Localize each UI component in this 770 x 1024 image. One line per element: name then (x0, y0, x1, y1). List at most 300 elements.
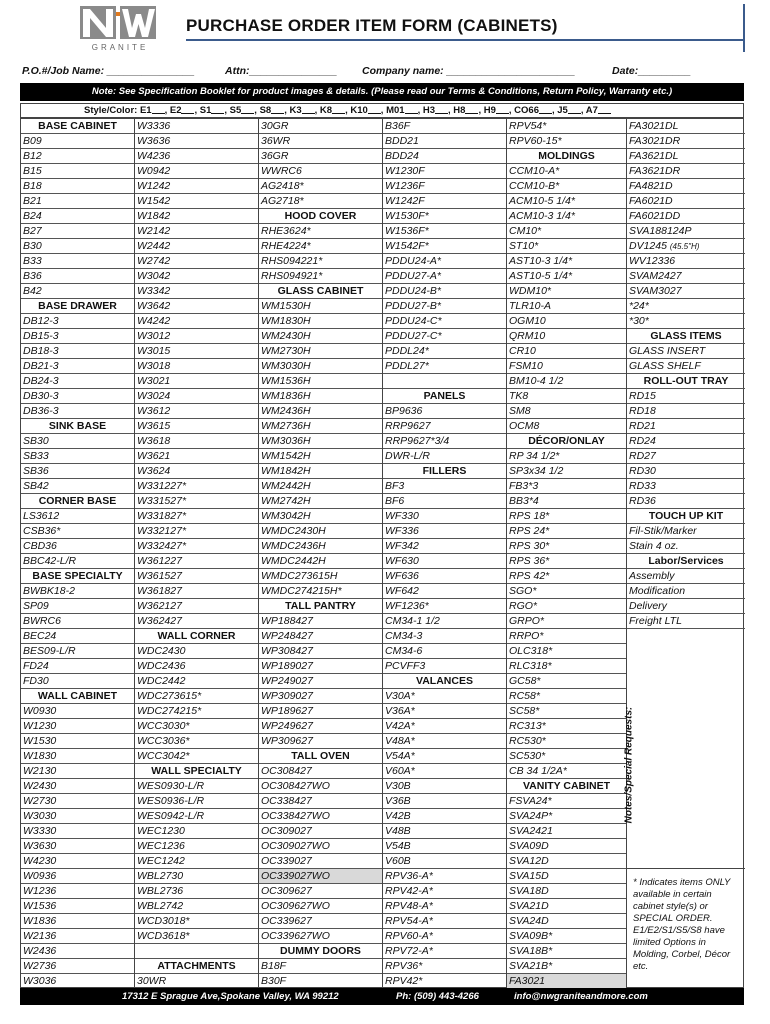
item-cell[interactable]: SVA188124P (627, 224, 745, 239)
item-cell[interactable]: WMDC2436H (259, 539, 382, 554)
item-cell[interactable]: RPV42* (383, 974, 506, 989)
item-cell[interactable]: RPS 18* (507, 509, 626, 524)
item-cell[interactable]: OC338427 (259, 794, 382, 809)
item-cell[interactable]: ST10* (507, 239, 626, 254)
item-cell[interactable]: B42 (21, 284, 134, 299)
item-cell[interactable]: WDC2436 (135, 659, 258, 674)
item-cell[interactable]: SVA24D (507, 914, 626, 929)
item-cell[interactable]: BM10-4 1/2 (507, 374, 626, 389)
item-cell[interactable]: CM34-3 (383, 629, 506, 644)
item-cell[interactable]: SVA21B* (507, 959, 626, 974)
notes-area[interactable] (627, 629, 745, 869)
style-option-e1[interactable] (140, 105, 165, 116)
style-checkbox[interactable] (496, 105, 509, 114)
item-cell[interactable]: W1230 (21, 719, 134, 734)
item-cell[interactable]: RRP9627 (383, 419, 506, 434)
item-cell[interactable]: WM1842H (259, 464, 382, 479)
item-cell[interactable]: WMDC273615H (259, 569, 382, 584)
item-cell[interactable]: GLASS INSERT (627, 344, 745, 359)
item-cell[interactable]: W3342 (135, 284, 258, 299)
item-cell[interactable]: W4242 (135, 314, 258, 329)
item-cell[interactable]: W2442 (135, 239, 258, 254)
style-option-s8[interactable] (260, 105, 285, 116)
item-cell[interactable]: W1242 (135, 179, 258, 194)
item-cell[interactable]: WP189027 (259, 659, 382, 674)
style-checkbox[interactable] (368, 105, 381, 114)
item-cell[interactable]: W3618 (135, 434, 258, 449)
item-cell[interactable]: FD30 (21, 674, 134, 689)
style-checkbox[interactable] (465, 105, 478, 114)
item-cell[interactable]: DB15-3 (21, 329, 134, 344)
item-cell[interactable]: SP3x34 1/2 (507, 464, 626, 479)
item-cell[interactable]: PDDU27-B* (383, 299, 506, 314)
item-cell[interactable]: B36 (21, 269, 134, 284)
item-cell[interactable]: W2130 (21, 764, 134, 779)
item-cell[interactable]: WF630 (383, 554, 506, 569)
item-cell[interactable]: W361827 (135, 584, 258, 599)
item-cell[interactable]: WCC3042* (135, 749, 258, 764)
item-cell[interactable]: W3012 (135, 329, 258, 344)
item-cell[interactable]: SB42 (21, 479, 134, 494)
item-cell[interactable]: V54B (383, 839, 506, 854)
item-cell[interactable]: RHE3624* (259, 224, 382, 239)
item-cell[interactable]: W3636 (135, 134, 258, 149)
item-cell[interactable]: W4230 (21, 854, 134, 869)
item-cell[interactable]: B15 (21, 164, 134, 179)
item-cell[interactable]: BF3 (383, 479, 506, 494)
item-cell[interactable]: W2742 (135, 254, 258, 269)
item-cell[interactable]: RHS094221* (259, 254, 382, 269)
item-cell[interactable]: 36WR (259, 134, 382, 149)
item-cell[interactable]: DB36-3 (21, 404, 134, 419)
item-cell[interactable]: BF6 (383, 494, 506, 509)
item-cell[interactable]: WWRC6 (259, 164, 382, 179)
item-cell[interactable]: OCM8 (507, 419, 626, 434)
item-cell[interactable]: WM2742H (259, 494, 382, 509)
item-cell[interactable]: W1536F* (383, 224, 506, 239)
style-option-m01[interactable] (386, 105, 417, 116)
item-cell[interactable]: WP188427 (259, 614, 382, 629)
style-option-h3[interactable] (423, 105, 448, 116)
item-cell[interactable]: WP189627 (259, 704, 382, 719)
item-cell[interactable]: RPV54-A* (383, 914, 506, 929)
item-cell[interactable]: DB18-3 (21, 344, 134, 359)
item-cell[interactable]: *30* (627, 314, 745, 329)
item-cell[interactable]: B18F (259, 959, 382, 974)
item-cell[interactable]: SP09 (21, 599, 134, 614)
item-cell[interactable]: W0942 (135, 164, 258, 179)
item-cell[interactable]: PDDU27-A* (383, 269, 506, 284)
item-cell[interactable]: ACM10-3 1/4* (507, 209, 626, 224)
item-cell[interactable]: PDDU27-C* (383, 329, 506, 344)
item-cell[interactable]: BBC42-L/R (21, 554, 134, 569)
item-cell[interactable]: FSVA24* (507, 794, 626, 809)
item-cell[interactable]: WF330 (383, 509, 506, 524)
item-cell[interactable]: SB33 (21, 449, 134, 464)
item-cell[interactable]: CM10* (507, 224, 626, 239)
item-cell[interactable]: BEC24 (21, 629, 134, 644)
item-cell[interactable]: V48B (383, 824, 506, 839)
po-job-field[interactable]: P.O.#/Job Name: _______________ (22, 65, 195, 77)
style-checkbox[interactable] (598, 105, 611, 114)
style-option-j5[interactable] (557, 105, 581, 116)
item-cell[interactable]: W0936 (21, 869, 134, 884)
item-cell[interactable]: W1242F (383, 194, 506, 209)
item-cell[interactable]: W3336 (135, 119, 258, 134)
item-cell[interactable]: FA3621DR (627, 164, 745, 179)
item-cell[interactable]: SVA24P* (507, 809, 626, 824)
item-cell[interactable]: OLC318* (507, 644, 626, 659)
style-checkbox[interactable] (181, 105, 194, 114)
item-cell[interactable]: CR10 (507, 344, 626, 359)
item-cell[interactable]: ACM10-5 1/4* (507, 194, 626, 209)
item-cell[interactable]: RRP9627*3/4 (383, 434, 506, 449)
item-cell[interactable]: AST10-3 1/4* (507, 254, 626, 269)
item-cell[interactable]: SC530* (507, 749, 626, 764)
item-cell[interactable]: WBL2742 (135, 899, 258, 914)
item-cell[interactable]: CBD36 (21, 539, 134, 554)
item-cell[interactable]: W1836 (21, 914, 134, 929)
item-cell[interactable]: WCC3036* (135, 734, 258, 749)
item-cell[interactable]: PCVFF3 (383, 659, 506, 674)
item-cell[interactable]: FA6021DD (627, 209, 745, 224)
item-cell[interactable]: WP248427 (259, 629, 382, 644)
item-cell[interactable]: BES09-L/R (21, 644, 134, 659)
item-cell[interactable]: BP9636 (383, 404, 506, 419)
item-cell[interactable]: GC58* (507, 674, 626, 689)
item-cell[interactable]: QRM10 (507, 329, 626, 344)
item-cell[interactable]: WES0930-L/R (135, 779, 258, 794)
item-cell[interactable]: RLC318* (507, 659, 626, 674)
item-cell[interactable]: WF336 (383, 524, 506, 539)
item-cell[interactable]: DB21-3 (21, 359, 134, 374)
item-cell[interactable]: BDD24 (383, 149, 506, 164)
attn-field[interactable]: Attn:_______________ (225, 65, 338, 77)
item-cell[interactable]: SVA09B* (507, 929, 626, 944)
item-cell[interactable]: W361227 (135, 554, 258, 569)
item-cell[interactable]: W1842 (135, 209, 258, 224)
item-cell[interactable]: RD18 (627, 404, 745, 419)
item-cell[interactable]: BDD21 (383, 134, 506, 149)
item-cell[interactable]: Stain 4 oz. (627, 539, 745, 554)
style-checkbox[interactable] (211, 105, 224, 114)
style-option-k8[interactable] (320, 105, 345, 116)
item-cell[interactable]: W331827* (135, 509, 258, 524)
style-checkbox[interactable] (405, 105, 418, 114)
item-cell[interactable]: OC339627WO (259, 929, 382, 944)
style-checkbox[interactable] (271, 105, 284, 114)
style-checkbox[interactable] (302, 105, 315, 114)
item-cell[interactable]: Delivery (627, 599, 745, 614)
item-cell[interactable]: WMDC2430H (259, 524, 382, 539)
item-cell[interactable]: OC339027 (259, 854, 382, 869)
item-cell[interactable]: FB3*3 (507, 479, 626, 494)
item-cell[interactable]: W1530 (21, 734, 134, 749)
item-cell[interactable]: WM1542H (259, 449, 382, 464)
item-cell[interactable]: V30B (383, 779, 506, 794)
item-cell[interactable]: DB12-3 (21, 314, 134, 329)
item-cell[interactable]: W3330 (21, 824, 134, 839)
item-cell[interactable]: B30 (21, 239, 134, 254)
item-cell[interactable]: WEC1242 (135, 854, 258, 869)
item-cell[interactable]: RD15 (627, 389, 745, 404)
item-cell[interactable]: W0930 (21, 704, 134, 719)
item-cell[interactable]: WP308427 (259, 644, 382, 659)
style-option-co66[interactable] (514, 105, 552, 116)
item-cell[interactable]: W2142 (135, 224, 258, 239)
style-checkbox[interactable] (539, 105, 552, 114)
item-cell[interactable]: RC58* (507, 689, 626, 704)
style-option-a7[interactable] (586, 105, 611, 116)
item-cell[interactable]: W2736 (21, 959, 134, 974)
item-cell[interactable]: DB30-3 (21, 389, 134, 404)
item-cell[interactable]: WMDC274215H* (259, 584, 382, 599)
item-cell[interactable]: W3612 (135, 404, 258, 419)
item-cell[interactable]: 30WR (135, 974, 258, 989)
item-cell[interactable]: WM1536H (259, 374, 382, 389)
item-cell[interactable]: CCM10-B* (507, 179, 626, 194)
item-cell[interactable]: W3642 (135, 299, 258, 314)
item-cell[interactable]: W361527 (135, 569, 258, 584)
item-cell[interactable]: Freight LTL (627, 614, 745, 629)
item-cell[interactable]: B12 (21, 149, 134, 164)
item-cell[interactable]: GRPO* (507, 614, 626, 629)
item-cell[interactable]: W3015 (135, 344, 258, 359)
item-cell[interactable]: DWR-L/R (383, 449, 506, 464)
item-cell[interactable]: WV12336 (627, 254, 745, 269)
item-cell[interactable]: OC308427 (259, 764, 382, 779)
style-option-s1[interactable] (200, 105, 225, 116)
item-cell[interactable]: W332427* (135, 539, 258, 554)
item-cell[interactable]: WEC1230 (135, 824, 258, 839)
item-cell[interactable]: PDDU24-A* (383, 254, 506, 269)
item-cell[interactable]: RPV72-A* (383, 944, 506, 959)
date-field[interactable]: Date:_________ (612, 65, 691, 77)
item-cell[interactable]: PDDL27* (383, 359, 506, 374)
item-cell[interactable]: SVA18B* (507, 944, 626, 959)
item-cell[interactable]: RD21 (627, 419, 745, 434)
item-cell[interactable]: SVAM2427 (627, 269, 745, 284)
item-cell[interactable]: PDDU24-B* (383, 284, 506, 299)
style-checkbox[interactable] (435, 105, 448, 114)
item-cell[interactable]: OC309627 (259, 884, 382, 899)
item-cell[interactable]: V48A* (383, 734, 506, 749)
item-cell[interactable]: V60A* (383, 764, 506, 779)
item-cell[interactable]: WDC274215* (135, 704, 258, 719)
item-cell[interactable]: WDC2430 (135, 644, 258, 659)
item-cell[interactable]: V42A* (383, 719, 506, 734)
item-cell[interactable]: WM2730H (259, 344, 382, 359)
item-cell[interactable]: RPS 42* (507, 569, 626, 584)
item-cell[interactable]: RC530* (507, 734, 626, 749)
item-cell[interactable]: WM3030H (259, 359, 382, 374)
item-cell[interactable]: AST10-5 1/4* (507, 269, 626, 284)
item-cell[interactable]: TLR10-A (507, 299, 626, 314)
item-cell[interactable]: W331527* (135, 494, 258, 509)
style-option-e2[interactable] (170, 105, 195, 116)
style-option-s5[interactable] (230, 105, 255, 116)
item-cell[interactable]: RD30 (627, 464, 745, 479)
item-cell[interactable]: B18 (21, 179, 134, 194)
item-cell[interactable]: RPV54* (507, 119, 626, 134)
style-option-k10[interactable] (350, 105, 380, 116)
item-cell[interactable]: W1542 (135, 194, 258, 209)
item-cell[interactable]: WM2436H (259, 404, 382, 419)
item-cell[interactable]: B36F (383, 119, 506, 134)
item-cell[interactable]: WES0942-L/R (135, 809, 258, 824)
item-cell[interactable]: FD24 (21, 659, 134, 674)
footer-email[interactable]: info@nwgraniteandmore.com (514, 991, 648, 1002)
item-cell[interactable]: RD33 (627, 479, 745, 494)
item-cell[interactable]: W3624 (135, 464, 258, 479)
item-cell[interactable]: RD36 (627, 494, 745, 509)
item-cell[interactable]: LS3612 (21, 509, 134, 524)
item-cell[interactable]: B30F (259, 974, 382, 989)
item-cell[interactable]: WMDC2442H (259, 554, 382, 569)
item-cell[interactable]: W332127* (135, 524, 258, 539)
item-cell[interactable]: W3042 (135, 269, 258, 284)
item-cell[interactable]: PDDL24* (383, 344, 506, 359)
item-cell[interactable]: CM34-1 1/2 (383, 614, 506, 629)
item-cell[interactable]: BWBK18-2 (21, 584, 134, 599)
item-cell[interactable]: OC339627 (259, 914, 382, 929)
item-cell[interactable]: WCC3030* (135, 719, 258, 734)
item-cell[interactable]: OC308427WO (259, 779, 382, 794)
item-cell[interactable]: WP249627 (259, 719, 382, 734)
item-cell[interactable]: V42B (383, 809, 506, 824)
item-cell[interactable]: W3018 (135, 359, 258, 374)
item-cell[interactable]: WM2430H (259, 329, 382, 344)
item-cell[interactable] (383, 374, 506, 389)
item-cell[interactable]: W3030 (21, 809, 134, 824)
item-cell[interactable]: WP309627 (259, 734, 382, 749)
item-cell[interactable]: BB3*4 (507, 494, 626, 509)
item-cell[interactable]: FA6021D (627, 194, 745, 209)
item-cell[interactable]: OC338427WO (259, 809, 382, 824)
item-cell[interactable] (135, 944, 258, 959)
item-cell[interactable]: CSB36* (21, 524, 134, 539)
item-cell[interactable]: BWRC6 (21, 614, 134, 629)
item-cell[interactable]: RP 34 1/2* (507, 449, 626, 464)
item-cell[interactable]: W3024 (135, 389, 258, 404)
item-cell[interactable]: V54A* (383, 749, 506, 764)
item-cell[interactable]: OGM10 (507, 314, 626, 329)
item-cell[interactable]: RPV42-A* (383, 884, 506, 899)
item-cell[interactable]: WDC273615* (135, 689, 258, 704)
item-cell[interactable]: WM1530H (259, 299, 382, 314)
item-cell[interactable]: WM3036H (259, 434, 382, 449)
item-cell[interactable]: RPV36-A* (383, 869, 506, 884)
item-cell[interactable]: W1230F (383, 164, 506, 179)
item-cell[interactable]: W362427 (135, 614, 258, 629)
item-cell[interactable]: W1530F* (383, 209, 506, 224)
item-cell[interactable]: FA3021 (507, 974, 626, 989)
item-cell[interactable]: WP249027 (259, 674, 382, 689)
item-cell[interactable]: SVA21D (507, 899, 626, 914)
item-cell[interactable]: W3630 (21, 839, 134, 854)
item-cell[interactable]: RD24 (627, 434, 745, 449)
item-cell[interactable]: WF1236* (383, 599, 506, 614)
item-cell[interactable]: W2436 (21, 944, 134, 959)
item-cell[interactable]: W4236 (135, 149, 258, 164)
item-cell[interactable]: V36B (383, 794, 506, 809)
style-option-k3[interactable] (289, 105, 314, 116)
item-cell[interactable]: V60B (383, 854, 506, 869)
style-checkbox[interactable] (568, 105, 581, 114)
item-cell[interactable]: AG2418* (259, 179, 382, 194)
item-cell[interactable]: W1542F* (383, 239, 506, 254)
style-checkbox[interactable] (241, 105, 254, 114)
item-cell[interactable]: FA3021DR (627, 134, 745, 149)
item-cell[interactable]: SC58* (507, 704, 626, 719)
item-cell[interactable]: W2136 (21, 929, 134, 944)
item-cell[interactable]: WF342 (383, 539, 506, 554)
item-cell[interactable]: FA4821D (627, 179, 745, 194)
item-cell[interactable]: WCD3618* (135, 929, 258, 944)
item-cell[interactable]: WES0936-L/R (135, 794, 258, 809)
item-cell[interactable]: B09 (21, 134, 134, 149)
item-cell[interactable]: W331227* (135, 479, 258, 494)
item-cell[interactable]: WM2736H (259, 419, 382, 434)
item-cell[interactable]: RPV36* (383, 959, 506, 974)
item-cell[interactable]: WDM10* (507, 284, 626, 299)
item-cell[interactable]: RC313* (507, 719, 626, 734)
item-cell[interactable]: W3021 (135, 374, 258, 389)
item-cell[interactable]: *24* (627, 299, 745, 314)
item-cell[interactable]: OC339027WO (259, 869, 382, 884)
item-cell[interactable]: WF636 (383, 569, 506, 584)
item-cell[interactable]: 30GR (259, 119, 382, 134)
item-cell[interactable]: CM34-6 (383, 644, 506, 659)
item-cell[interactable]: 36GR (259, 149, 382, 164)
item-cell[interactable]: Fil-Stik/Marker (627, 524, 745, 539)
item-cell[interactable]: W1236F (383, 179, 506, 194)
item-cell[interactable]: RHS094921* (259, 269, 382, 284)
style-option-h8[interactable] (453, 105, 478, 116)
item-cell[interactable]: SVAM3027 (627, 284, 745, 299)
item-cell[interactable]: SB30 (21, 434, 134, 449)
item-cell[interactable]: WBL2730 (135, 869, 258, 884)
item-cell[interactable]: SVA2421 (507, 824, 626, 839)
item-cell[interactable]: W1536 (21, 899, 134, 914)
style-checkbox[interactable] (332, 105, 345, 114)
item-cell[interactable]: OC309027 (259, 824, 382, 839)
item-cell[interactable]: FA3021DL (627, 119, 745, 134)
item-cell[interactable]: W362127 (135, 599, 258, 614)
item-cell[interactable]: WP309027 (259, 689, 382, 704)
item-cell[interactable]: W2730 (21, 794, 134, 809)
item-cell[interactable]: Assembly (627, 569, 745, 584)
item-cell[interactable]: OC309627WO (259, 899, 382, 914)
item-cell[interactable]: SVA12D (507, 854, 626, 869)
item-cell[interactable]: WEC1236 (135, 839, 258, 854)
item-cell[interactable]: W2430 (21, 779, 134, 794)
item-cell[interactable]: FA3621DL (627, 149, 745, 164)
item-cell[interactable]: SM8 (507, 404, 626, 419)
item-cell[interactable]: WM1836H (259, 389, 382, 404)
item-cell[interactable]: SGO* (507, 584, 626, 599)
item-cell[interactable]: AG2718* (259, 194, 382, 209)
item-cell[interactable]: V36A* (383, 704, 506, 719)
item-cell[interactable]: CB 34 1/2A* (507, 764, 626, 779)
item-cell[interactable]: WM2442H (259, 479, 382, 494)
item-cell[interactable]: WCD3018* (135, 914, 258, 929)
item-cell[interactable]: PDDU24-C* (383, 314, 506, 329)
item-cell[interactable]: RPS 36* (507, 554, 626, 569)
item-cell[interactable]: WM1830H (259, 314, 382, 329)
item-cell[interactable]: RPV60-A* (383, 929, 506, 944)
item-cell[interactable]: DB24-3 (21, 374, 134, 389)
